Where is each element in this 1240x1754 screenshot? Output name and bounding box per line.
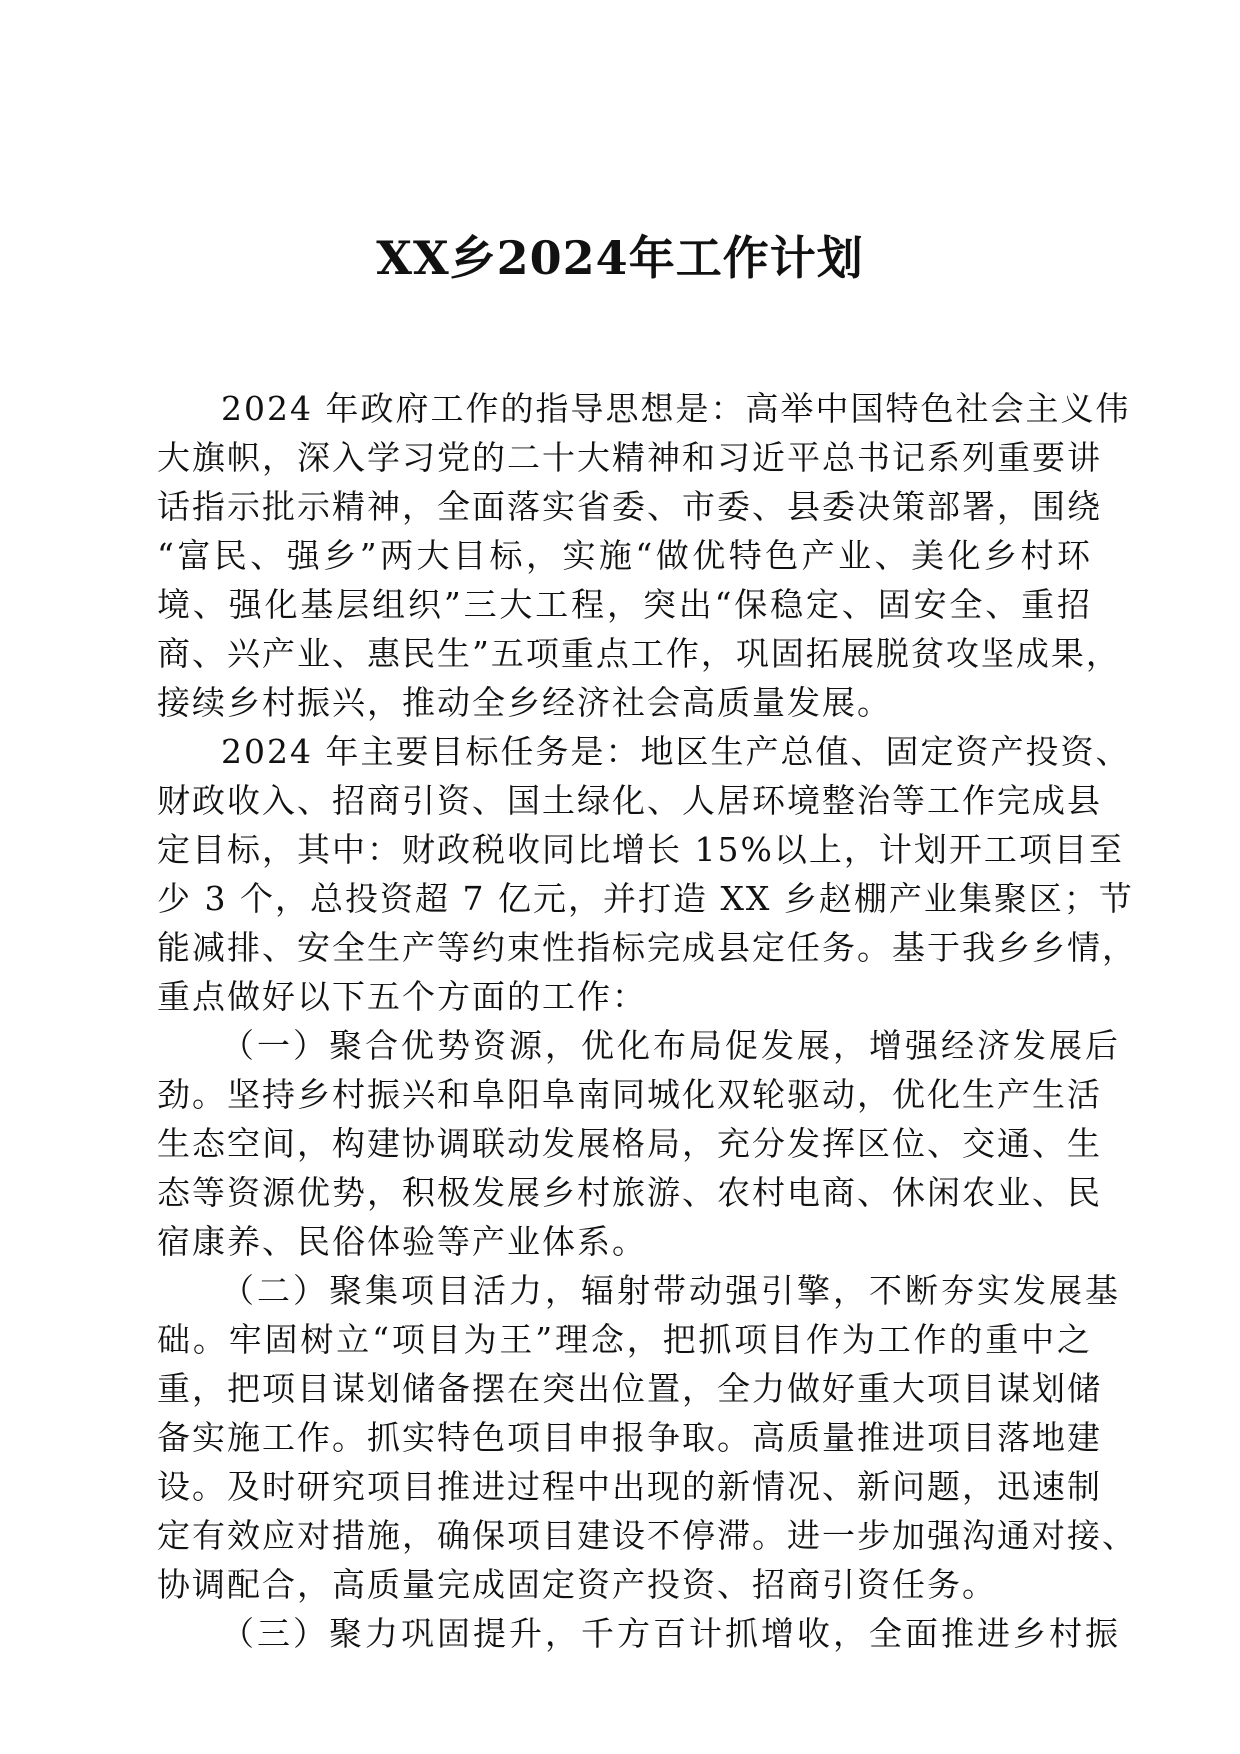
paragraph-1-line-5: 境、强化基层组织”三大工程，突出“保稳定、固安全、重招 [157, 585, 1092, 624]
paragraph-1-line-7: 接续乡村振兴，推动全乡经济社会高质量发展。 [157, 683, 892, 722]
paragraph-2-line-5: 能减排、安全生产等约束性指标完成县定任务。基于我乡乡情， [157, 928, 1137, 967]
paragraph-3-line-4: 态等资源优势，积极发展乡村旅游、农村电商、休闲农业、民 [157, 1173, 1102, 1212]
paragraph-2-line-6: 重点做好以下五个方面的工作： [157, 977, 647, 1016]
paragraph-3-line-2: 劲。坚持乡村振兴和阜阳阜南同城化双轮驱动，优化生产生活 [157, 1075, 1102, 1114]
document-body [157, 384, 1137, 1658]
paragraph-4-line-3: 重，把项目谋划储备摆在突出位置，全力做好重大项目谋划储 [157, 1369, 1102, 1408]
document-title: XX乡2024年工作计划 [376, 231, 864, 285]
paragraph-4-line-1: （二）聚集项目活力，辐射带动强引擎，不断夯实发展基 [221, 1271, 1121, 1310]
paragraph-2-line-1: 2024 年主要目标任务是：地区生产总值、固定资产投资、 [221, 732, 1131, 771]
paragraph-1-line-1: 2024 年政府工作的指导思想是：高举中国特色社会主义伟 [221, 389, 1131, 428]
paragraph-2-line-4: 少 3 个，总投资超 7 亿元，并打造 XX 乡赵棚产业集聚区；节 [157, 879, 1134, 918]
paragraph-2-line-2: 财政收入、招商引资、国土绿化、人居环境整治等工作完成县 [157, 781, 1102, 820]
paragraph-3-line-5: 宿康养、民俗体验等产业体系。 [157, 1222, 647, 1261]
paragraph-5-line-1: （三）聚力巩固提升，千方百计抓增收，全面推进乡村振 [221, 1614, 1121, 1653]
paragraph-1-line-2: 大旗帜，深入学习党的二十大精神和习近平总书记系列重要讲 [157, 438, 1102, 477]
paragraph-1-line-3: 话指示批示精神，全面落实省委、市委、县委决策部署，围绕 [157, 487, 1102, 526]
paragraph-4-line-2: 础。牢固树立“项目为王”理念，把抓项目作为工作的重中之 [157, 1320, 1092, 1359]
paragraph-4-line-5: 设。及时研究项目推进过程中出现的新情况、新问题，迅速制 [157, 1467, 1102, 1506]
paragraph-4-line-4: 备实施工作。抓实特色项目申报争取。高质量推进项目落地建 [157, 1418, 1102, 1457]
paragraph-4-line-7: 协调配合，高质量完成固定资产投资、招商引资任务。 [157, 1565, 997, 1604]
paragraph-1-line-6: 商、兴产业、惠民生”五项重点工作，巩固拓展脱贫攻坚成果， [157, 634, 1121, 673]
paragraph-1-line-4: “富民、强乡”两大目标，实施“做优特色产业、美化乡村环 [157, 536, 1092, 575]
paragraph-3-line-1: （一）聚合优势资源，优化布局促发展，增强经济发展后 [221, 1026, 1121, 1065]
paragraph-4-line-6: 定有效应对措施，确保项目建设不停滞。进一步加强沟通对接、 [157, 1516, 1137, 1555]
paragraph-3-line-3: 生态空间，构建协调联动发展格局，充分发挥区位、交通、生 [157, 1124, 1102, 1163]
paragraph-2-line-3: 定目标，其中：财政税收同比增长 15%以上，计划开工项目至 [157, 830, 1124, 869]
